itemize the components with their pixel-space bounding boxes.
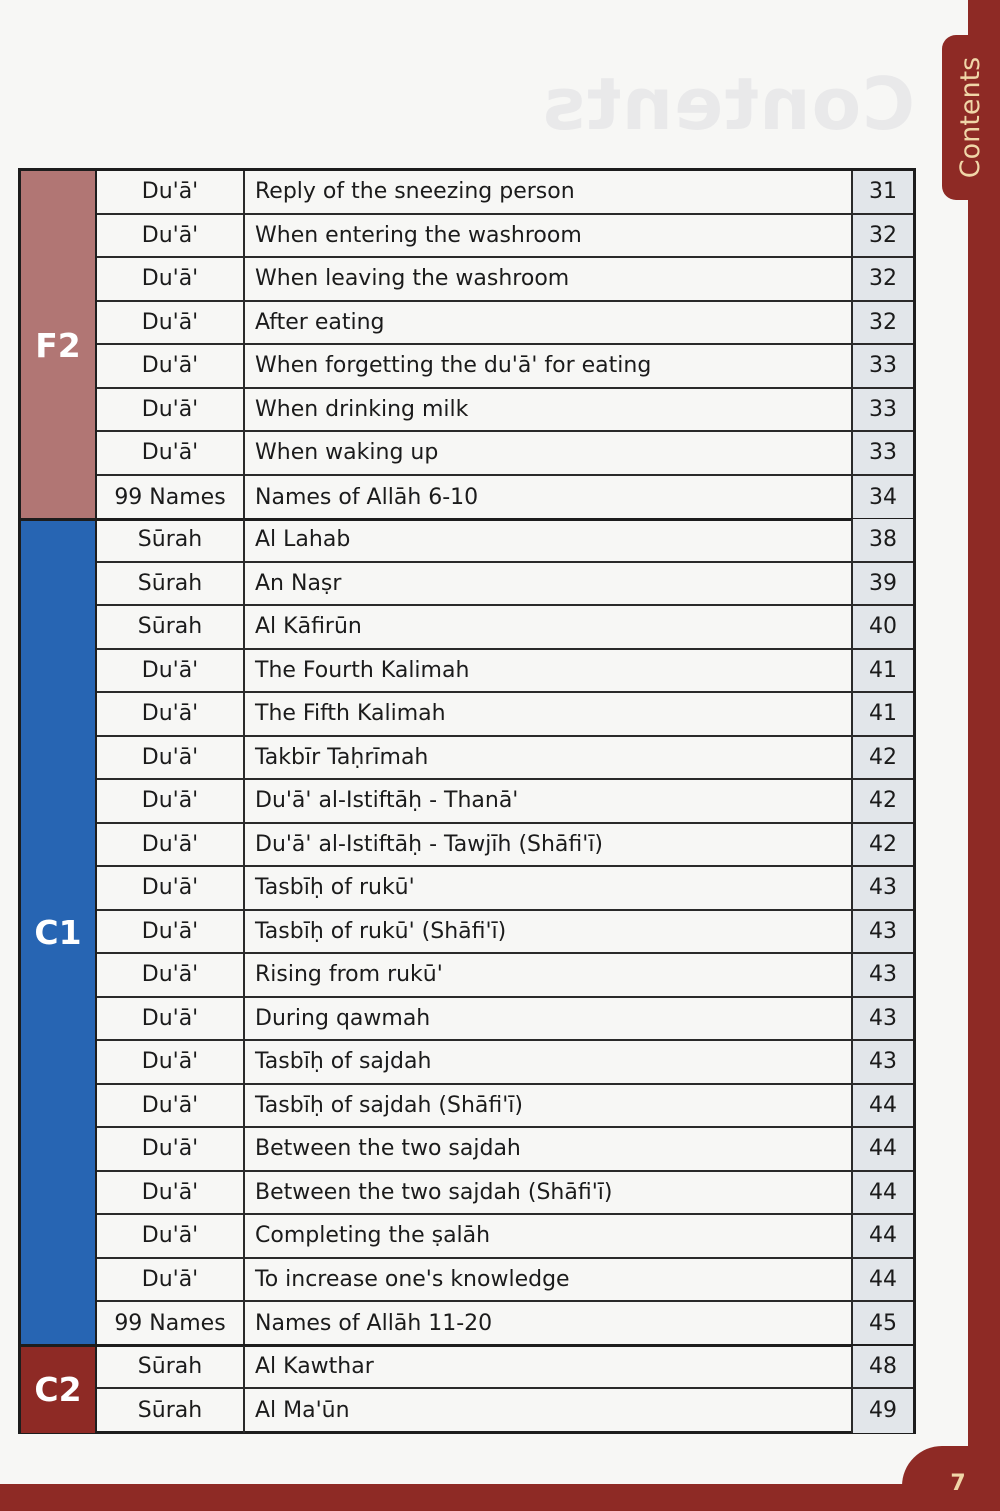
entry-page-number: 33 [853,345,913,387]
entry-page-number: 44 [853,1259,913,1301]
entry-title: Between the two sajdah (Shāfi'ī) [245,1172,853,1214]
entry-type: Du'ā' [97,998,245,1040]
entry-page-number: 33 [853,432,913,474]
page-number-corner [902,1446,1000,1511]
entry-page-number: 44 [853,1215,913,1257]
entry-page-number: 41 [853,650,913,692]
entry-page-number: 32 [853,258,913,300]
entry-title: When waking up [245,432,853,474]
entry-type: Du'ā' [97,693,245,735]
entry-page-number: 43 [853,867,913,909]
entry-type: Du'ā' [97,737,245,779]
entry-type: Du'ā' [97,780,245,822]
entry-title: Takbīr Taḥrīmah [245,737,853,779]
entry-title: An Naṣr [245,563,853,605]
entry-page-number: 32 [853,302,913,344]
entry-title: Tasbīḥ of rukū' [245,867,853,909]
entry-title: During qawmah [245,998,853,1040]
entry-title: Al Ma'ūn [245,1389,853,1433]
table-row[interactable] [97,1389,913,1433]
entry-page-number: 43 [853,1041,913,1083]
entry-type: Du'ā' [97,1128,245,1170]
entry-page-number: 43 [853,911,913,953]
entry-type: Sūrah [97,1389,245,1433]
table-row[interactable] [97,693,913,737]
entry-title: Names of Allāh 11-20 [245,1302,853,1346]
entry-title: When forgetting the du'ā' for eating [245,345,853,387]
table-row[interactable] [97,867,913,911]
bottom-band [0,1484,1000,1511]
entry-title: Al Kawthar [245,1346,853,1388]
table-row[interactable] [97,1215,913,1259]
table-row[interactable] [97,432,913,476]
entry-page-number: 43 [853,954,913,996]
table-row[interactable] [97,1346,913,1390]
entry-title: The Fourth Kalimah [245,650,853,692]
entry-title: Du'ā' al-Istiftāḥ - Tawjīh (Shāfi'ī) [245,824,853,866]
table-row[interactable] [97,1172,913,1216]
entry-title: Between the two sajdah [245,1128,853,1170]
entry-page-number: 49 [853,1389,913,1433]
entry-type: Du'ā' [97,302,245,344]
table-row[interactable] [97,215,913,259]
table-row[interactable] [97,1128,913,1172]
page-number: 7 [950,1471,966,1496]
section-label: C1 [34,912,82,952]
entry-title: Al Kāfirūn [245,606,853,648]
entry-title: Al Lahab [245,519,853,561]
section-band-f2 [21,171,97,519]
entry-type: Du'ā' [97,954,245,996]
table-row[interactable] [97,1259,913,1303]
page-edge-strip [968,0,1000,1511]
entry-title: Tasbīḥ of sajdah [245,1041,853,1083]
entry-type: Du'ā' [97,1041,245,1083]
table-row[interactable] [97,1085,913,1129]
table-row[interactable] [97,737,913,781]
show-through-heading: Contents [541,62,915,146]
table-row[interactable] [97,258,913,302]
entry-title: Du'ā' al-Istiftāḥ - Thanā' [245,780,853,822]
entry-type: Sūrah [97,606,245,648]
entry-page-number: 39 [853,563,913,605]
entry-title: The Fifth Kalimah [245,693,853,735]
table-row[interactable] [97,563,913,607]
side-tab-label: Contents [955,56,987,179]
entry-title: After eating [245,302,853,344]
entry-page-number: 45 [853,1302,913,1346]
entry-type: Du'ā' [97,650,245,692]
table-row[interactable] [97,389,913,433]
entry-page-number: 38 [853,519,913,561]
entry-page-number: 40 [853,606,913,648]
section-band-c2 [21,1346,97,1433]
entry-title: To increase one's knowledge [245,1259,853,1301]
entry-page-number: 44 [853,1128,913,1170]
entry-title: When drinking milk [245,389,853,431]
entry-page-number: 31 [853,171,913,213]
entry-type: Sūrah [97,519,245,561]
entry-page-number: 42 [853,780,913,822]
entry-page-number: 43 [853,998,913,1040]
entry-type: Du'ā' [97,215,245,257]
entry-page-number: 44 [853,1085,913,1127]
table-row[interactable] [97,824,913,868]
entry-page-number: 44 [853,1172,913,1214]
table-row[interactable] [97,780,913,824]
entry-page-number: 42 [853,737,913,779]
entry-type: Du'ā' [97,911,245,953]
table-row[interactable] [97,171,913,215]
table-row[interactable] [97,476,913,520]
table-row[interactable] [97,302,913,346]
entry-title: Rising from rukū' [245,954,853,996]
table-row[interactable] [97,911,913,955]
table-row[interactable] [97,519,913,563]
entry-type: Du'ā' [97,1215,245,1257]
entry-type: Du'ā' [97,345,245,387]
entry-title: Completing the ṣalāh [245,1215,853,1257]
section-band-c1 [21,519,97,1346]
contents-table [18,168,916,1434]
entry-type: Sūrah [97,1346,245,1388]
entry-title: Reply of the sneezing person [245,171,853,213]
table-row[interactable] [97,606,913,650]
contents-side-tab[interactable] [942,35,1000,200]
entry-type: Du'ā' [97,389,245,431]
entry-page-number: 33 [853,389,913,431]
section-label: F2 [35,325,81,365]
table-row[interactable] [97,998,913,1042]
entry-page-number: 32 [853,215,913,257]
table-row[interactable] [97,1302,913,1346]
entry-title: When leaving the washroom [245,258,853,300]
entry-type: Sūrah [97,563,245,605]
entry-page-number: 34 [853,476,913,520]
entry-page-number: 48 [853,1346,913,1388]
entry-page-number: 42 [853,824,913,866]
entry-type: 99 Names [97,476,245,520]
table-row[interactable] [97,1041,913,1085]
entry-title: Names of Allāh 6-10 [245,476,853,520]
entry-type: Du'ā' [97,171,245,213]
entry-type: Du'ā' [97,1259,245,1301]
table-row[interactable] [97,650,913,694]
entry-type: Du'ā' [97,867,245,909]
entry-type: Du'ā' [97,432,245,474]
entry-type: Du'ā' [97,824,245,866]
table-row[interactable] [97,954,913,998]
table-row[interactable] [97,345,913,389]
entry-type: 99 Names [97,1302,245,1346]
entry-type: Du'ā' [97,258,245,300]
entry-title: Tasbīḥ of sajdah (Shāfi'ī) [245,1085,853,1127]
entry-title: Tasbīḥ of rukū' (Shāfi'ī) [245,911,853,953]
entry-type: Du'ā' [97,1172,245,1214]
entry-type: Du'ā' [97,1085,245,1127]
entry-title: When entering the washroom [245,215,853,257]
section-label: C2 [34,1369,82,1409]
entry-page-number: 41 [853,693,913,735]
